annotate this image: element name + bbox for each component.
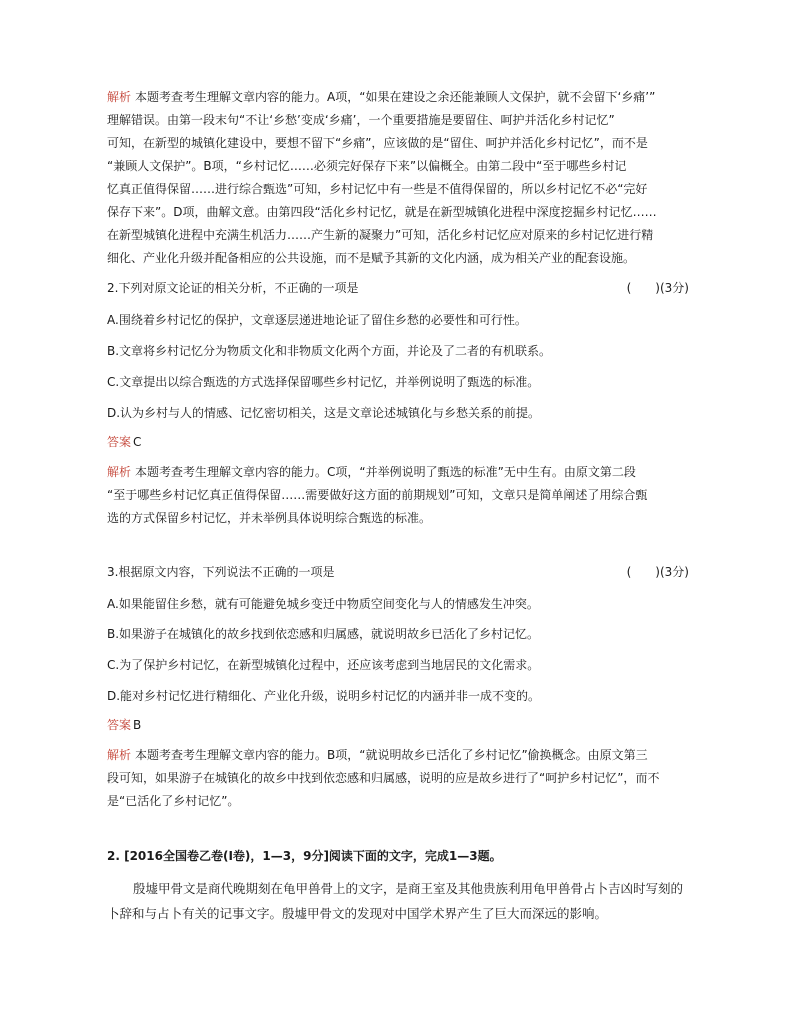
option-c: C.为了保护乡村记忆，在新型城镇化过程中，还应该考虑到当地居民的文化需求。: [107, 658, 540, 672]
option-b: B.如果游子在城镇化的故乡找到依恋感和归属感，就说明故乡已活化了乡村记忆。: [107, 627, 540, 641]
analysis-line: “至于哪些乡村记忆真正值得保留……需要做好这方面的前期规划”可知，文章只是简单阐述了用综合甄: [107, 488, 648, 502]
analysis-line: 在新型城镇化进程中充满生机活力……产生新的凝聚力”可知，活化乡村记忆应对原来的乡村记忆进行精: [107, 228, 654, 242]
analysis-label: 解析: [107, 90, 132, 104]
analysis-line: 解析 本题考查考生理解文章内容的能力。C项，“并举例说明了甄选的标准”无中生有。由原文第二段: [107, 465, 636, 479]
analysis-label: 解析: [107, 465, 132, 479]
option-d: D.能对乡村记忆进行精细化、产业化升级，说明乡村记忆的内涵并非一成不变的。: [107, 689, 541, 703]
analysis-line: 可知，在新型的城镇化建设中，要想不留下“乡痛”，应该做的是“留住、呵护并活化乡村记忆”，而不是: [107, 136, 648, 150]
passage-line: 殷墟甲骨文是商代晚期刻在龟甲兽骨上的文字，是商王室及其他贵族利用龟甲兽骨占卜吉凶时写刻的: [133, 881, 684, 896]
answer-label: 答案: [107, 718, 132, 732]
answer-q3: [107, 715, 141, 735]
option-c: C.文章提出以综合甄选的方式选择保留哪些乡村记忆，并举例说明了甄选的标准。: [107, 375, 540, 389]
answer-value: C: [133, 435, 142, 449]
option-a: A.如果能留住乡愁，就有可能避免城乡变迁中物质空间变化与人的情感发生冲突。: [107, 597, 539, 611]
analysis-block-q2: [107, 461, 697, 530]
question-stem: 3.根据原文内容，下列说法不正确的一项是: [107, 565, 335, 579]
question-score: ( )(3分): [626, 281, 689, 295]
option-a: A.围绕着乡村记忆的保护，文章逐层递进地论证了留住乡愁的必要性和可行性。: [107, 313, 527, 327]
analysis-line: 细化、产业化升级并配备相应的公共设施，而不是赋予其新的文化内涵，成为相关产业的配套设施。: [107, 251, 636, 265]
analysis-line: 解析 本题考查考生理解文章内容的能力。A项，“如果在建设之余还能兼顾人文保护，就不会留下‘乡痛’”: [107, 90, 656, 104]
analysis-line: 解析 本题考查考生理解文章内容的能力。B项，“就说明故乡已活化了乡村记忆”偷换概念。由原文第三: [107, 748, 648, 762]
analysis-line: 保存下来”。D项，曲解文意。由第四段“活化乡村记忆，就是在新型城镇化进程中深度挖掘乡村记忆……: [107, 205, 657, 219]
question-stem: 2.下列对原文论证的相关分析，不正确的一项是: [107, 281, 359, 295]
analysis-block-q1: [107, 86, 697, 270]
answer-q2: [107, 432, 141, 452]
passage-line: 卜辞和与占卜有关的记事文字。殷墟甲骨文的发现对中国学术界产生了巨大而深远的影响。: [107, 906, 608, 921]
analysis-line: 段可知，如果游子在城镇化的故乡中找到依恋感和归属感，说明的应是故乡进行了“呵护乡村记忆”，而不: [107, 771, 660, 785]
option-d: D.认为乡村与人的情感、记忆密切相关，这是文章论述城镇化与乡愁关系的前提。: [107, 406, 541, 420]
analysis-line: 是“已活化了乡村记忆”。: [107, 794, 240, 808]
passage: [107, 876, 707, 926]
question-score: ( )(3分): [626, 565, 689, 579]
analysis-line: 理解错误。由第一段末句“不让‘乡愁’变成‘乡痛’，一个重要措施是要留住、呵护并活化乡村记忆”: [107, 113, 615, 127]
analysis-line: “兼顾人文保护”。B项，“乡村记忆……必须完好保存下来”以偏概全。由第二段中“至于哪些乡村记: [107, 159, 627, 173]
analysis-line: 忆真正值得保留……进行综合甄选”可知，乡村记忆中有一些是不值得保留的，所以乡村记忆不必“完好: [107, 182, 648, 196]
section-title: 2. [2016全国卷乙卷(Ⅰ卷)，1—3，9分]阅读下面的文字，完成1—3题。: [107, 849, 502, 863]
analysis-block-q3: [107, 744, 697, 813]
answer-value: B: [133, 718, 142, 732]
option-b: B.文章将乡村记忆分为物质文化和非物质文化两个方面，并论及了二者的有机联系。: [107, 344, 552, 358]
answer-label: 答案: [107, 435, 132, 449]
analysis-line: 选的方式保留乡村记忆，并未举例具体说明综合甄选的标准。: [107, 511, 432, 525]
analysis-label: 解析: [107, 748, 132, 762]
